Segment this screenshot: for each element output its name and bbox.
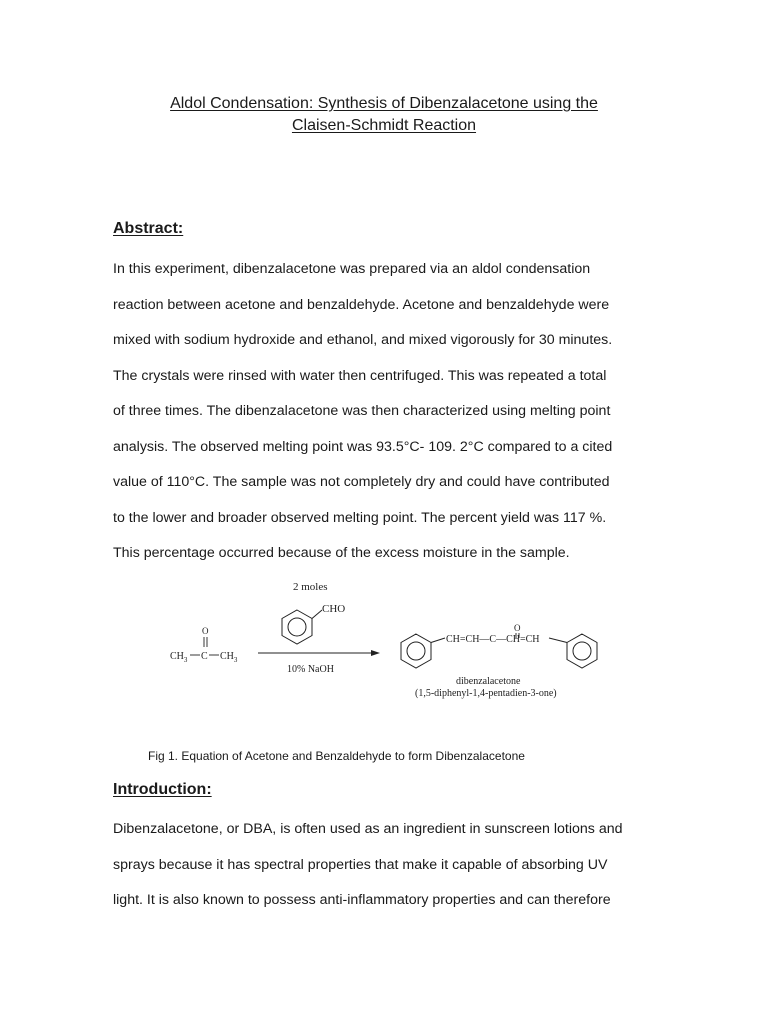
introduction-line: sprays because it has spectral properties that make it capable of absorbing UV [113, 856, 608, 873]
title-line-1: Aldol Condensation: Synthesis of Dibenzalacetone using the [170, 95, 598, 112]
abstract-line: reaction between acetone and benzaldehyde. Acetone and benzaldehyde were [113, 296, 610, 313]
abstract-line: In this experiment, dibenzalacetone was prepared via an aldol condensation [113, 261, 591, 277]
abstract-line: value of 110°C. The sample was not completely dry and could have contributed [113, 474, 610, 490]
title-line-2: Claisen-Schmidt Reaction [291, 117, 477, 134]
arrow-head [371, 650, 380, 656]
abstract-line: analysis. The observed melting point was 93.5°C- 109. 2°C compared to a cited [113, 438, 613, 455]
abstract-paragraph [113, 252, 673, 572]
abstract-line: of three times. The dibenzalacetone was then characterized using melting point [113, 403, 611, 419]
reaction-condition-label: 10% NaOH [287, 664, 334, 675]
page-title [0, 93, 768, 137]
acetone-structure [170, 626, 238, 664]
introduction-line: Dibenzalacetone, or DBA, is often used as an ingredient in sunscreen lotions and [113, 821, 623, 837]
product-iupac-label: (1,5-diphenyl-1,4-pentadien-3-one) [415, 688, 557, 699]
introduction-heading: Introduction: [113, 781, 212, 798]
abstract-line: mixed with sodium hydroxide and ethanol, and mixed vigorously for 30 minutes. [113, 332, 613, 348]
dibenzalacetone-structure [401, 623, 597, 699]
acetone-carbonyl-carbon: C [201, 651, 208, 662]
methyl-left-label: $CH_3$ [170, 651, 188, 664]
methyl-right-label: $CH_3$ [220, 651, 238, 664]
product-chain-label: CH=CH—C—CH=CH [446, 634, 540, 645]
figure-caption: Fig 1. Equation of Acetone and Benzaldehyde to form Dibenzalacetone [148, 749, 525, 763]
introduction-line: light. It is also known to possess anti-inflammatory properties and can therefore [113, 892, 611, 908]
abstract-heading: Abstract: [113, 220, 184, 237]
abstract-line: This percentage occurred because of the excess moisture in the sample. [113, 545, 570, 561]
abstract-line: to the lower and broader observed melting point. The percent yield was 117 %. [113, 509, 607, 526]
acetone-oxygen: O [202, 626, 209, 636]
reagent-amount-label: 2 moles [293, 581, 328, 593]
product-name-label: dibenzalacetone [456, 676, 521, 687]
aldehyde-group-label: CHO [322, 603, 346, 615]
reaction-scheme [160, 575, 620, 715]
abstract-line: The crystals were rinsed with water then centrifuged. This was repeated a total [113, 367, 607, 384]
benzaldehyde-structure [282, 603, 345, 644]
introduction-paragraph [113, 812, 673, 919]
product-oxygen: O [514, 623, 521, 633]
